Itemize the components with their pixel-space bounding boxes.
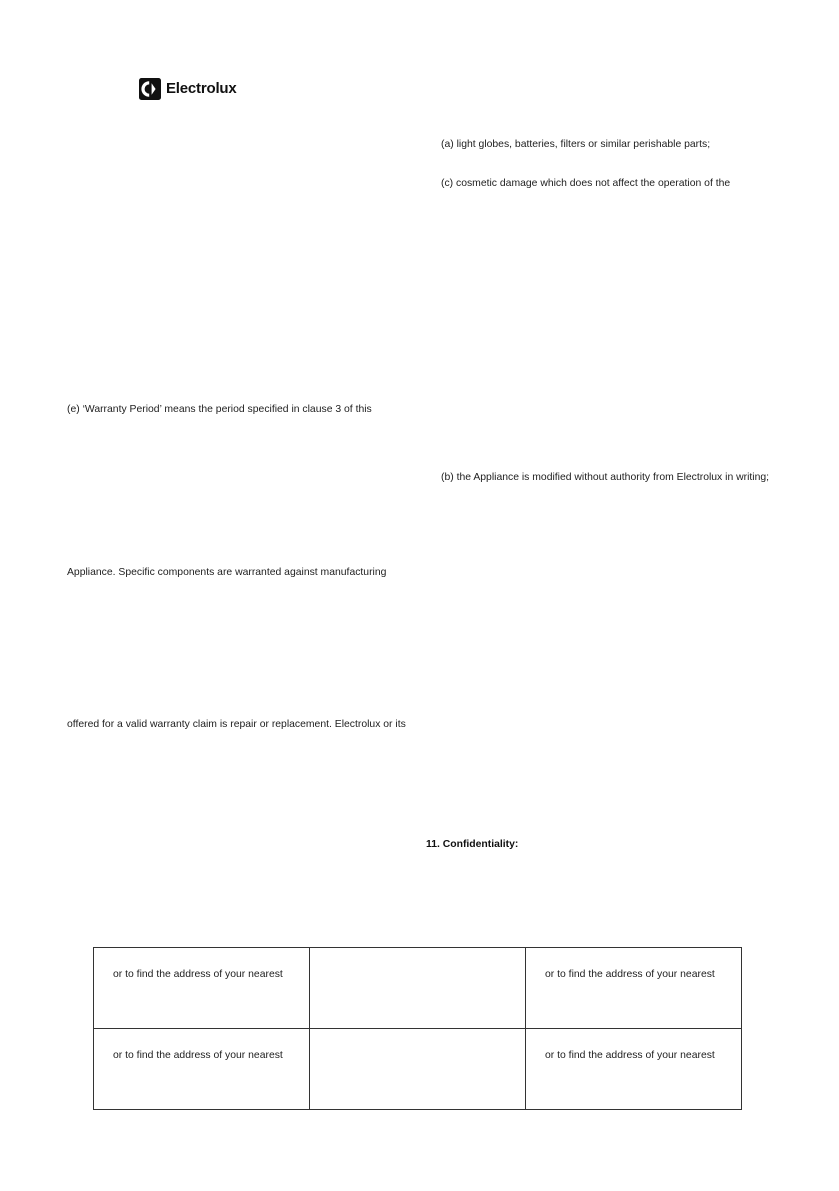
definition-item-e: (e) ‘Warranty Period’ means the period specified in clause 3 of this bbox=[67, 404, 372, 415]
table-cell bbox=[310, 1029, 526, 1110]
remedy-text-line: offered for a valid warranty claim is repair or replacement. Electrolux or its bbox=[67, 719, 406, 730]
table-row bbox=[94, 1029, 742, 1110]
table-row bbox=[94, 948, 742, 1029]
cell-text: or to find the address of your nearest bbox=[545, 969, 715, 980]
electrolux-logo bbox=[139, 77, 237, 101]
table-cell bbox=[310, 948, 526, 1029]
table-cell bbox=[94, 948, 310, 1029]
confidentiality-heading: 11. Confidentiality: bbox=[426, 839, 519, 850]
table-cell bbox=[526, 1029, 742, 1110]
contact-table bbox=[93, 947, 742, 1110]
warranty-text-line: Appliance. Specific components are warranted against manufacturing bbox=[67, 567, 387, 578]
brand-name: Electrolux bbox=[166, 80, 237, 97]
cell-text: or to find the address of your nearest bbox=[113, 1050, 283, 1061]
table-cell bbox=[526, 948, 742, 1029]
exclusion-item-a: (a) light globes, batteries, filters or similar perishable parts; bbox=[441, 139, 711, 150]
electrolux-logo-icon bbox=[139, 78, 161, 100]
exclusion-item-b: (b) the Appliance is modified without authority from Electrolux in writing; bbox=[441, 472, 770, 483]
cell-text bbox=[310, 1029, 525, 1049]
cell-text bbox=[310, 948, 525, 968]
exclusion-item-c: (c) cosmetic damage which does not affect the operation of the bbox=[441, 178, 731, 189]
cell-text: or to find the address of your nearest bbox=[545, 1050, 715, 1061]
table-cell bbox=[94, 1029, 310, 1110]
cell-text: or to find the address of your nearest bbox=[113, 969, 283, 980]
